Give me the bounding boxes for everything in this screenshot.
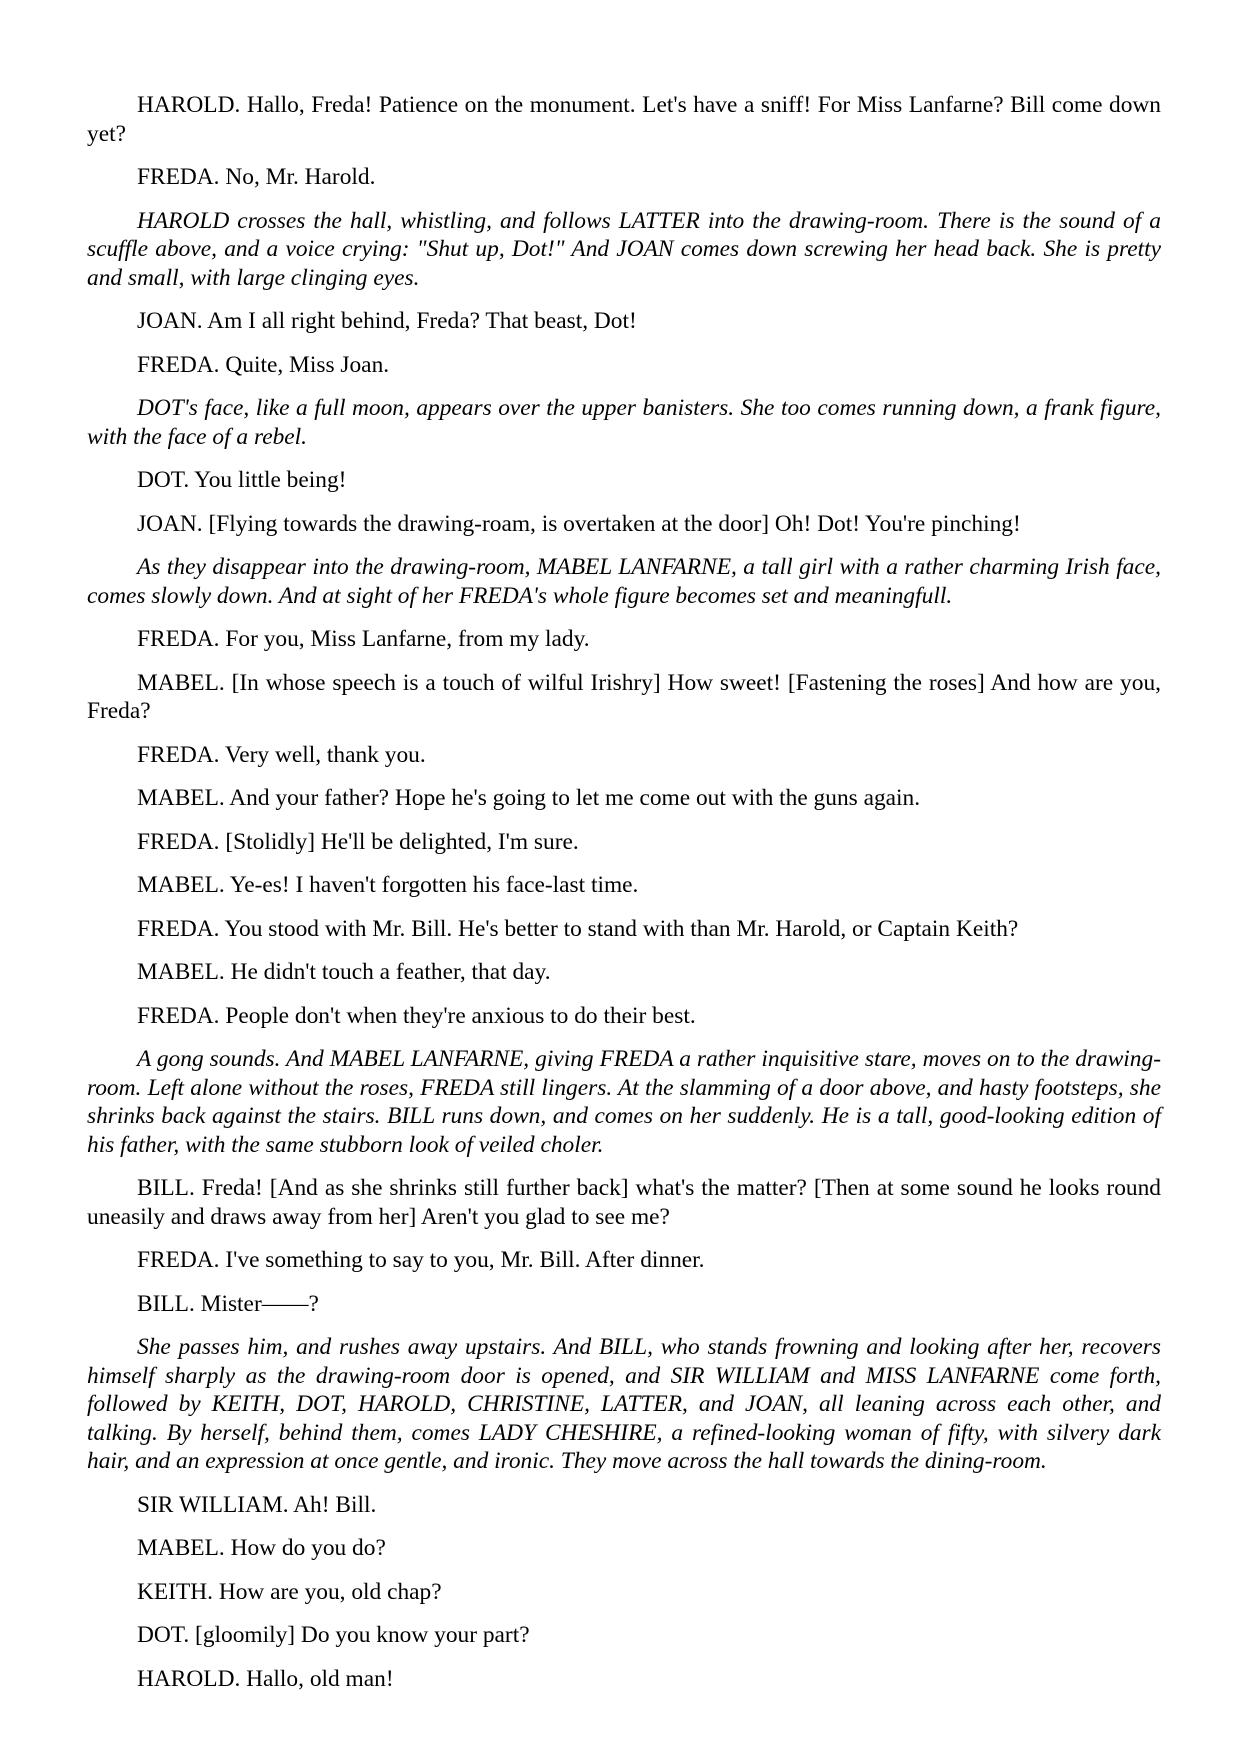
- dialogue-line: FREDA. For you, Miss Lanfarne, from my lady.: [137, 626, 590, 652]
- dialogue-line: KEITH. How are you, old chap?: [137, 1578, 442, 1605]
- dialogue-line: HAROLD. Hallo, old man!: [137, 1665, 394, 1692]
- dialogue-line: DOT. You little being!: [137, 467, 347, 493]
- dialogue-line: MABEL. Ye-es! I haven't forgotten his face-last time.: [137, 872, 639, 898]
- dialogue-line: FREDA. People don't when they're anxious to do their best.: [137, 1002, 696, 1029]
- stage-direction: A gong sounds. And MABEL LANFARNE, giving FREDA a rather inquisitive stare, moves on to the drawing-room. Left alone without the roses, FREDA still lingers. At the slamming of a door above, and hasty footsteps, she shrinks back against the stairs. BILL runs down, and comes on her suddenly. He is a tall, good-looking edition of his father, with the same stubborn look of veiled choler.: [87, 1046, 1161, 1158]
- dialogue-line: MABEL. He didn't touch a feather, that day.: [137, 959, 551, 985]
- dialogue-line: SIR WILLIAM. Ah! Bill.: [137, 1491, 377, 1518]
- dialogue-line: FREDA. I've something to say to you, Mr. Bill. After dinner.: [137, 1247, 705, 1273]
- stage-direction: HAROLD crosses the hall, whistling, and follows LATTER into the drawing-room. There is the sound of a scuffle above, and a voice crying: "Shut up, Dot!" And JOAN comes down screwing her head back. She is pretty and small, with large clinging eyes.: [87, 207, 1161, 291]
- stage-direction: She passes him, and rushes away upstairs. And BILL, who stands frowning and looking after her, recovers himself sharply as the drawing-room door is opened, and SIR WILLIAM and MISS LANFARNE come forth, followed by KEITH, DOT, HAROLD, CHRISTINE, LATTER, and JOAN, all leaning across each other, and talking. By herself, behind them, comes LADY CHESHIRE, a refined-looking woman of fifty, with silvery dark hair, and an expression at once gentle, and ironic. They move across the hall towards the dining-room.: [87, 1334, 1161, 1474]
- dialogue-line: DOT. [gloomily] Do you know your part?: [137, 1622, 530, 1648]
- stage-direction: DOT's face, like a full moon, appears over the upper banisters. She too comes running down, a frank figure, with the face of a rebel.: [87, 395, 1161, 450]
- dialogue-line: HAROLD. Hallo, Freda! Patience on the monument. Let's have a sniff! For Miss Lanfarne? Bill come down yet?: [87, 92, 1161, 147]
- dialogue-line: FREDA. No, Mr. Harold.: [137, 164, 376, 190]
- dialogue-line: BILL. Mister——?: [137, 1290, 319, 1317]
- dialogue-line: FREDA. You stood with Mr. Bill. He's better to stand with than Mr. Harold, or Captain Keith?: [137, 915, 1019, 942]
- stage-direction: As they disappear into the drawing-room, MABEL LANFARNE, a tall girl with a rather charming Irish face, comes slowly down. And at sight of her FREDA's whole figure becomes set and meaningfull.: [87, 554, 1161, 609]
- dialogue-line: FREDA. Very well, thank you.: [137, 741, 426, 768]
- dialogue-line: MABEL. [In whose speech is a touch of wilful Irishry] How sweet! [Fastening the roses] And how are you, Freda?: [87, 669, 1161, 724]
- dialogue-line: BILL. Freda! [And as she shrinks still further back] what's the matter? [Then at some sound he looks round uneasily and draws away from her] Aren't you glad to see me?: [87, 1175, 1161, 1230]
- dialogue-line: JOAN. Am I all right behind, Freda? That beast, Dot!: [137, 308, 637, 334]
- dialogue-line: MABEL. And your father? Hope he's going to let me come out with the guns again.: [137, 785, 921, 811]
- dialogue-line: MABEL. How do you do?: [137, 1535, 386, 1561]
- dialogue-line: FREDA. Quite, Miss Joan.: [137, 351, 390, 378]
- dialogue-line: FREDA. [Stolidly] He'll be delighted, I'm sure.: [137, 828, 579, 855]
- dialogue-line: JOAN. [Flying towards the drawing-roam, is overtaken at the door] Oh! Dot! You're pinching!: [137, 510, 1021, 537]
